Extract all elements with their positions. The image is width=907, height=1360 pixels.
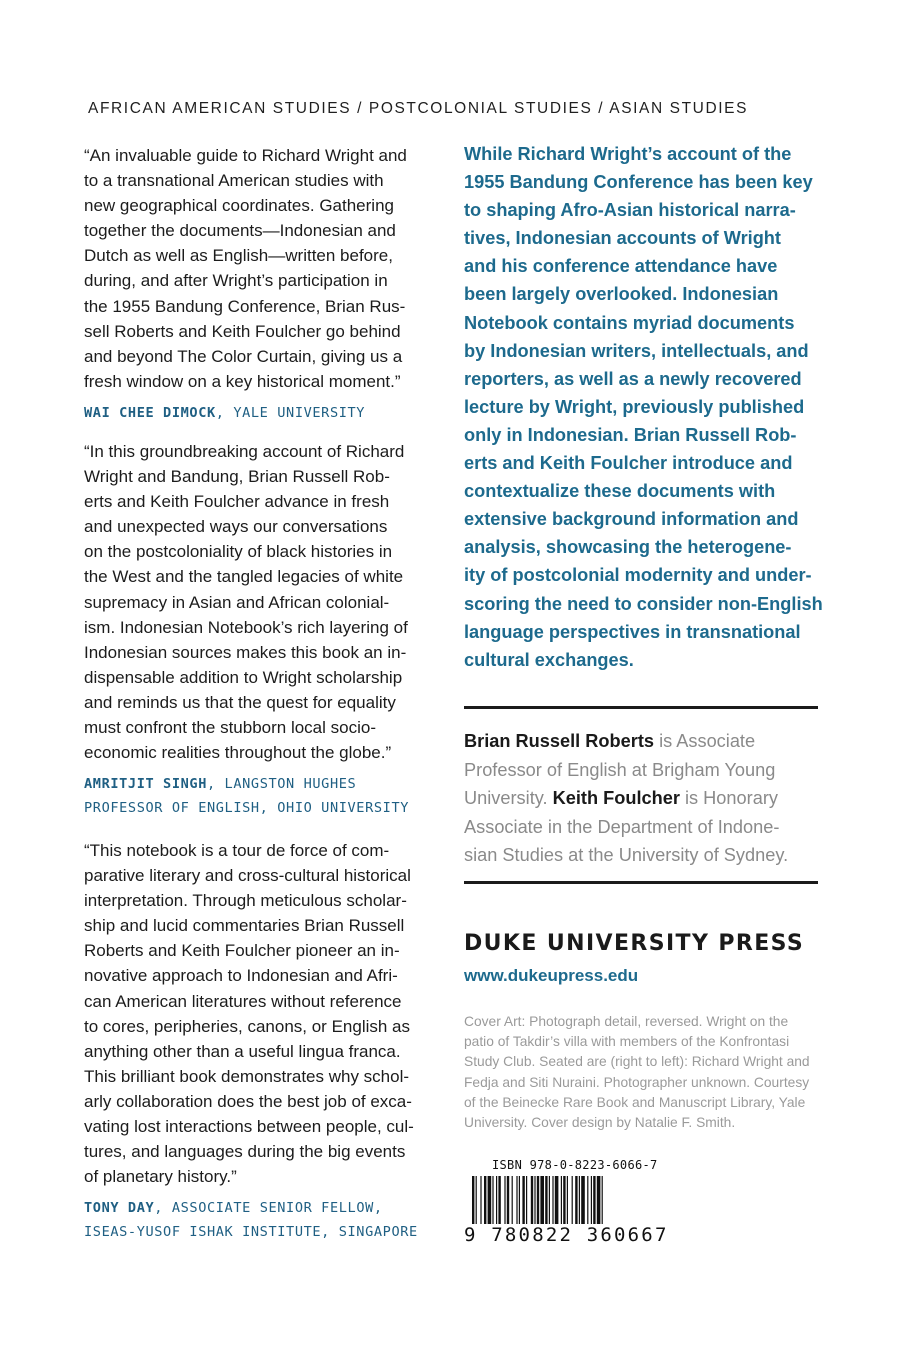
isbn-label: ISBN 978-0-8223-6066-7 <box>492 1158 658 1172</box>
author-name-1: Brian Russell Roberts <box>464 731 655 751</box>
barcode-bar <box>587 1176 588 1230</box>
barcode-bar <box>563 1176 565 1230</box>
barcode-bar <box>579 1176 580 1230</box>
barcode-bar <box>504 1176 505 1230</box>
barcode-bar <box>572 1176 573 1230</box>
barcode-bar <box>555 1176 559 1230</box>
barcode-bar <box>496 1176 497 1230</box>
barcode-bar <box>480 1176 481 1230</box>
barcode-bar <box>507 1176 509 1230</box>
author-name-2: Keith Foulcher <box>552 788 680 809</box>
barcode-bar <box>575 1176 577 1230</box>
book-description: While Richard Wright’s account of the 1955 Bandung Conference has been key to shaping Afro-Asian historical narra- tives, Indonesian accounts of Wright and his conference attendance have been largely overlooked. Indonesian Notebook contains myriad documents by Indonesian writers, intellectuals, and reporters, as well as a newly recovered lecture by Wright, previously published only in Indonesian. Brian Russell Rob- erts and Keith Foulcher introduce and contextualize these documents with extensive background information and analysis, showcasing the heterogene- ity of postcolonial modernity and under- scoring the need to consider non-English language perspectives in transnational cultural exchanges. <box>464 144 823 670</box>
barcode-bar <box>519 1176 520 1230</box>
blurb-3-attribution: TONY DAY, ASSOCIATE SENIOR FELLOW, ISEAS-YUSOF ISHAK INSTITUTE, SINGAPORE <box>84 1200 418 1241</box>
divider-top <box>464 706 818 709</box>
barcode-bar <box>531 1176 533 1230</box>
barcode-bar <box>591 1176 592 1230</box>
author-bio: Brian Russell Roberts is Associate Professor of English at Brigham Young University. Keith Foulcher is Honorary Associate in the Department of Indone- sian Studies at the University of Sydney. <box>464 731 789 866</box>
publisher-name: DUKE UNIVERSITY PRESS <box>464 931 805 956</box>
isbn-barcode <box>464 1158 669 1258</box>
barcode-bar <box>526 1176 527 1230</box>
barcode-bar <box>552 1176 553 1230</box>
divider-bottom <box>464 881 818 884</box>
barcode-bar <box>488 1176 492 1230</box>
blurb-2-text: “In this groundbreaking account of Richard Wright and Bandung, Brian Russell Rob- erts and Keith Foulcher advance in fresh and unexpected ways our conversations on the postcoloniality of black histories in the West and the tangled legacies of white supremacy in Asian and African colonial- ism. Indonesian Notebook’s rich layering of Indonesian sources makes this book an in- dispensable addition to Wright scholarship and reminds us that the quest for equality must confront the stubborn local socio- economic realities throughout the globe.” <box>84 442 408 763</box>
barcode-bar <box>561 1176 562 1230</box>
barcode-digits: 9 780822 360667 <box>464 1224 669 1246</box>
barcode-bar <box>549 1176 550 1230</box>
barcode-bar <box>512 1176 513 1230</box>
barcode-bar <box>516 1176 517 1230</box>
barcode-bar <box>522 1176 524 1230</box>
blurb-1 <box>84 143 440 425</box>
barcode-bar <box>545 1176 547 1230</box>
barcode-bar <box>597 1176 601 1230</box>
blurb-2 <box>84 439 440 820</box>
barcode-bar <box>534 1176 535 1230</box>
barcode-bar <box>484 1176 486 1230</box>
barcode-bar <box>593 1176 595 1230</box>
blurb-3-text: “This notebook is a tour de force of com- parative literary and cross-cultural historical interpretation. Through meticulous scholar- ship and lucid commentaries Brian Russell Roberts and Keith Foulcher pioneer an in- novative approach to Indonesian and Afri- can American literatures without reference to cores, peripheries, canons, or English as anything other than a useful lingua franca. This brilliant book demonstrates why schol- arly collaboration does the best job of exca- vating lost interactions between people, cul- tures, and languages during the big events of planetary history.” <box>84 841 414 1187</box>
barcode-bar <box>492 1176 493 1230</box>
cover-credits: Cover Art: Photograph detail, reversed. Wright on the patio of Takdir’s villa with members of the Konfrontasi Study Club. Seated are (right to left): Richard Wright and Fedja and Siti Nuraini. Photographer unknown. Courtesy of the Beinecke Rare Book and Manuscript Library, Yale University. Cover design by Natalie F. Smith. <box>464 1014 810 1131</box>
blurb-2-attribution: AMRITJIT SINGH, LANGSTON HUGHES PROFESSOR OF ENGLISH, OHIO UNIVERSITY <box>84 776 410 817</box>
publisher-website[interactable]: www.dukeupress.edu <box>464 966 639 985</box>
blurb-1-text: “An invaluable guide to Richard Wright and to a transnational American studies with new geographical coordinates. Gathering together the documents—Indonesian and Dutch as well as English—written before, during, and after Wright’s participation in the 1955 Bandung Conference, Brian Rus- sell Roberts and Keith Foulcher go behind and beyond The Color Curtain, giving us a fresh window on a key historical moment.” <box>84 146 407 391</box>
blurb-1-attribution: WAI CHEE DIMOCK, YALE UNIVERSITY <box>84 404 366 421</box>
barcode-bar <box>567 1176 568 1230</box>
barcode-bar <box>498 1176 500 1230</box>
blurb-3 <box>84 838 440 1244</box>
subject-categories: AFRICAN AMERICAN STUDIES / POSTCOLONIAL STUDIES / ASIAN STUDIES <box>88 100 749 117</box>
barcode-bar <box>581 1176 585 1230</box>
